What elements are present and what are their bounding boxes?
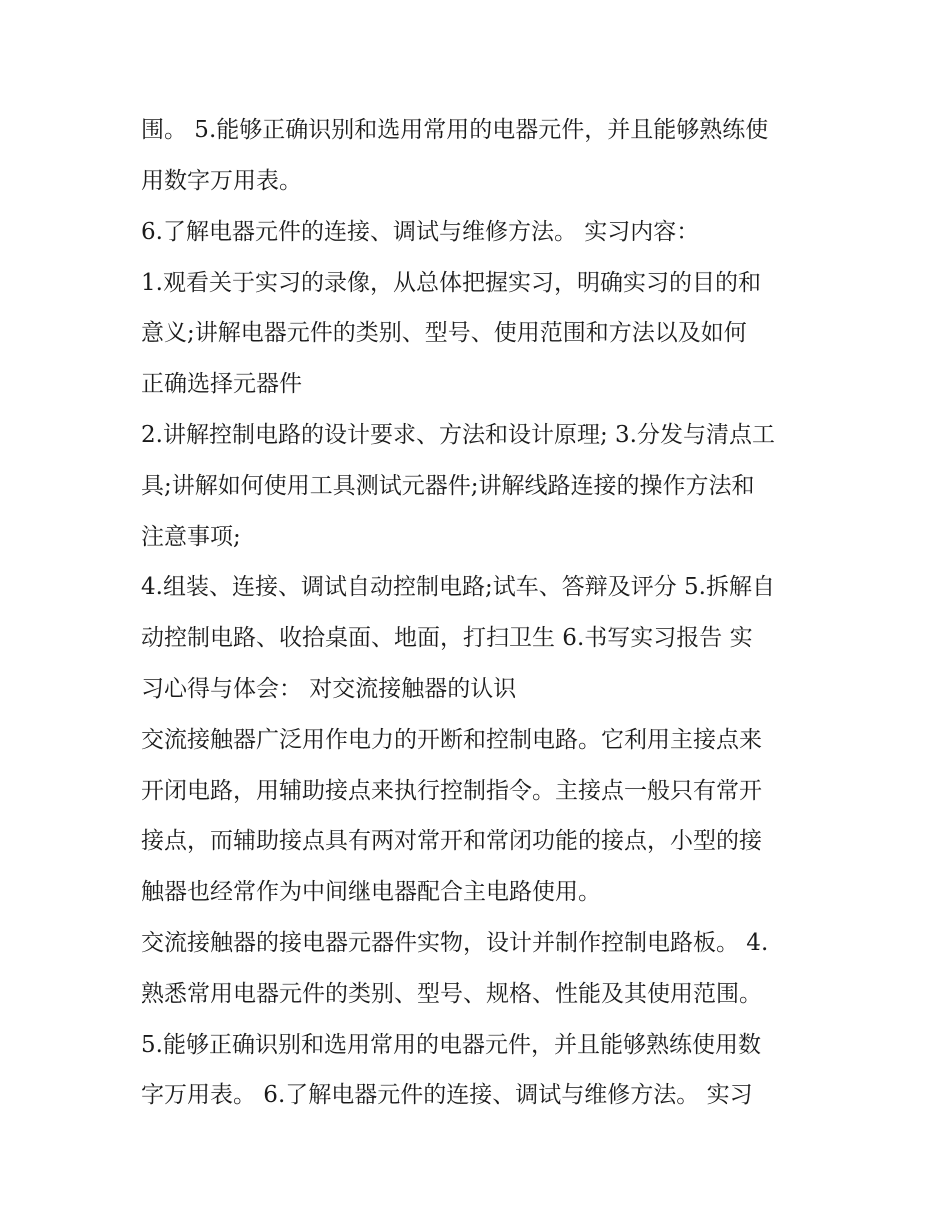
text-line: 交流接触器的接电器元器件实物，设计并制作控制电路板。 4. <box>141 930 769 956</box>
text-line: 注意事项; <box>141 524 241 550</box>
text-line: 意义;讲解电器元件的类别、型号、使用范围和方法以及如何 <box>141 320 747 346</box>
text-line: 开闭电路，用辅助接点来执行控制指令。主接点一般只有常开 <box>141 778 762 804</box>
text-line: 4.组装、连接、调试自动控制电路;试车、答辩及评分 5.拆解自 <box>141 574 775 600</box>
text-line: 用数字万用表。 <box>141 168 302 194</box>
text-line: 正确选择元器件 <box>141 371 302 397</box>
text-line: 1.观看关于实习的录像，从总体把握实习，明确实习的目的和 <box>141 270 761 296</box>
text-line: 围。 5.能够正确识别和选用常用的电器元件，并且能够熟练使 <box>141 117 769 143</box>
text-line: 接点，而辅助接点具有两对常开和常闭功能的接点，小型的接 <box>141 828 762 854</box>
text-line: 字万用表。 6.了解电器元件的连接、调试与维修方法。 实习 <box>141 1082 753 1108</box>
text-line: 具;讲解如何使用工具测试元器件;讲解线路连接的操作方法和 <box>141 473 755 499</box>
text-line: 习心得与体会： 对交流接触器的认识 <box>141 676 517 702</box>
text-line: 交流接触器广泛用作电力的开断和控制电路。它利用主接点来 <box>141 727 762 753</box>
text-line: 触器也经常作为中间继电器配合主电路使用。 <box>141 879 601 905</box>
text-line: 6.了解电器元件的连接、调试与维修方法。 实习内容： <box>141 219 700 245</box>
text-line: 5.能够正确识别和选用常用的电器元件，并且能够熟练使用数 <box>141 1032 761 1058</box>
text-line: 动控制电路、收拾桌面、地面，打扫卫生 6.书写实习报告 实 <box>141 625 753 651</box>
text-line: 熟悉常用电器元件的类别、型号、规格、性能及其使用范围。 <box>141 981 762 1007</box>
text-line: 2.讲解控制电路的设计要求、方法和设计原理; 3.分发与清点工 <box>141 422 775 448</box>
